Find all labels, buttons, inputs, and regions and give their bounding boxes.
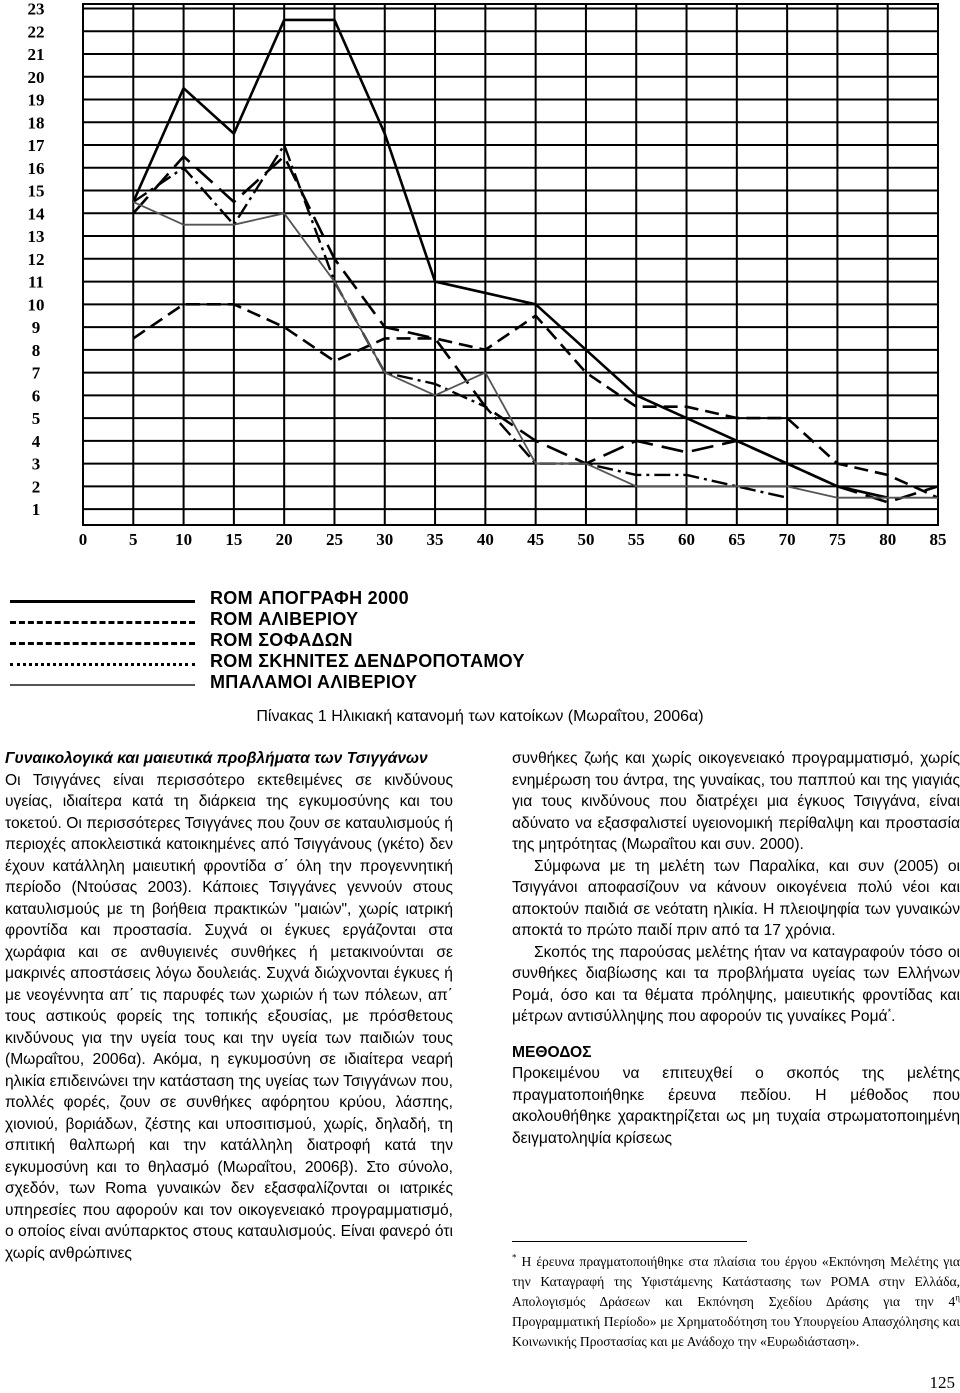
y-tick-label: 22 <box>27 22 45 42</box>
y-tick-label: 15 <box>27 181 45 201</box>
legend-label: ROM ΑΠΟΓΡΑΦΗ 2000 <box>210 588 409 608</box>
x-tick-label: 15 <box>225 530 243 549</box>
legend-label: ΜΠΑΛΑΜΟΙ ΑΛΙΒΕΡΙΟΥ <box>210 672 418 692</box>
y-tick-label: 16 <box>27 158 45 178</box>
footnote-mark: * <box>512 1252 517 1263</box>
x-tick-label: 65 <box>728 530 746 549</box>
y-tick-label: 11 <box>27 272 45 292</box>
y-tick-label: 3 <box>31 454 41 474</box>
y-tick-label: 18 <box>27 113 45 133</box>
section-heading: ΜΕΘΟΔΟΣ <box>512 1043 592 1061</box>
chart-legend <box>10 590 610 700</box>
y-tick-label: 21 <box>27 45 45 65</box>
footnote-superscript: η <box>955 1292 960 1303</box>
x-tick-label: 50 <box>577 530 595 549</box>
age-distribution-chart <box>0 0 960 560</box>
y-tick-label: 5 <box>31 409 41 429</box>
legend-line-dashdot <box>10 663 195 666</box>
body-paragraph: Προκειμένου να επιτευχθεί ο σκοπός της μελέτης πραγματοποιήθηκε έρευνα πεδίου. Η μέθοδος που ακολουθήθηκε χαρακτηρίζεται ως μη τυχαία στρωματοποιημένη δειγματοληψία κρίσεως <box>512 1065 960 1147</box>
y-tick-label: 9 <box>31 318 41 338</box>
body-paragraph <box>512 942 960 1028</box>
footnote <box>512 1252 960 1352</box>
paragraph-end: . <box>891 1008 896 1025</box>
legend-line-solid <box>10 600 195 603</box>
x-tick-label: 45 <box>527 530 545 549</box>
y-tick-label: 8 <box>31 340 41 360</box>
body-paragraph: Οι Τσιγγάνες είναι περισσότερο εκτεθειμένες σε κινδύνους υγείας, ιδιαίτερα κατά τη διάρκεια της εγκυμοσύνης και του τοκετού. Οι περισσότερες Τσιγγάνες που ζουν σε καταυλισμούς ή περιοχές αποκλειστικά κατοικημένες από Τσιγγάνους (γκέτο) δεν έχουν κατάλληλη μαιευτική φροντίδα σ΄ όλη την προγεννητική περίοδο (Ντούσας 2003). Κάποιες Τσιγγάνες γεννούν στους καταυλισμούς με τη βοήθεια πρακτικών "μαιών", χωρίς ιατρική φροντίδα και προστασία. Συχνά οι έγκυες εργάζονται στα χωράφια και σε ανθυγιεινές συνθήκες ή μετακινούνται σε μακρινές αποστάσεις λόγω δουλειάς. Συχνά διώχνονται έγκυες ή με νεογέννητα απ΄ τις παρυφές των χωριών ή των πόλεων, απ΄ τους αστικούς φορείς της τοπικής εξουσίας, με πρόσθετους κινδύνους για την υγεία τους και την υγεία των παιδιών τους (Μωραΐτου, 2006α). Ακόμα, η εγκυμοσύνη σε ιδιαίτερα νεαρή ηλικία επιδεινώνει την κατάσταση της υγείας των Τσιγγάνων που, πολλές φορές, ζουν σε συνθήκες αφόρητου κρύου, λάσπης, χιονιού, βοριάδων, ζέστης και υποσιτισμού, χωρίς, δηλαδή, τη σπιτική θαλπωρή και την κατάλληλη διατροφή κατά την εγκυμοσύνη και το θηλασμό (Μωραΐτου, 2006β). Στο σύνολο, σχεδόν, των Roma γυναικών δεν εξασφαλίζονται οι ιατρικές υπηρεσίες που αφορούν και τον οικογενειακό προγραμματισμό, ο οποίος είναι ανύπαρκτος στους καταυλισμούς. Είναι φανερό ότι χωρίς ανθρώπινες <box>5 771 453 1262</box>
left-column <box>5 748 453 1264</box>
y-tick-label: 7 <box>31 363 41 383</box>
y-tick-label: 13 <box>27 227 45 247</box>
x-tick-label: 80 <box>879 530 897 549</box>
figure-caption: Πίνακας 1 Ηλικιακή κατανομή των κατοίκων (Μωραΐτου, 2006α) <box>256 708 704 725</box>
paragraph-text: Σκοπός της παρούσας μελέτης ήταν να καταγραφούν τόσο οι συνθήκες διαβίωσης και τα προβλήματα υγείας των Ελλήνων Ρομά, όσο και τα θέματα πρόληψης, μαιευτικής φροντίδας και μέτρων αντισύλληψης που αφορούν τις γυναίκες Ρομά <box>512 943 960 1025</box>
legend-item <box>10 632 610 652</box>
right-column <box>512 748 960 1149</box>
y-tick-label: 20 <box>27 67 45 87</box>
x-tick-label: 40 <box>476 530 494 549</box>
legend-item <box>10 674 610 694</box>
legend-line-longdash <box>10 642 195 645</box>
footnote-reference: * <box>887 1006 892 1017</box>
y-tick-label: 4 <box>31 431 41 451</box>
y-tick-label: 10 <box>27 295 45 315</box>
x-tick-label: 0 <box>78 530 88 549</box>
legend-label: ROM ΣΟΦΑΔΩΝ <box>210 630 353 650</box>
x-tick-label: 75 <box>828 530 846 549</box>
footnote-text: Προγραμματική Περίοδο» με Χρηματοδότηση του Υπουργείου Απασχόλησης και Κοινωνικής Προστασίας και με Ανάδοχο την «Ευρωδιάσταση». <box>512 1314 960 1349</box>
x-tick-label: 35 <box>426 530 444 549</box>
x-tick-label: 10 <box>175 530 193 549</box>
legend-label: ROM ΑΛΙΒΕΡΙΟΥ <box>210 609 359 629</box>
x-tick-label: 85 <box>929 530 947 549</box>
x-tick-label: 20 <box>275 530 293 549</box>
y-tick-label: 14 <box>27 204 45 224</box>
plot-frame <box>83 4 938 525</box>
x-tick-label: 55 <box>627 530 645 549</box>
legend-line-thin <box>10 684 195 686</box>
body-paragraph: Σύμφωνα με τη μελέτη των Παραλίκα, και συν (2005) οι Τσιγγάνοι αποφασίζουν να κάνουν οικογένεια πολύ νέοι και αποκτούν παιδιά σε νεότατη ηλικία. Η πλειοψηφία των γυναικών αποκτά το πρώτο παιδί πριν από τα 17 χρόνια. <box>512 857 960 939</box>
legend-item <box>10 590 610 610</box>
x-tick-label: 60 <box>678 530 696 549</box>
x-tick-label: 25 <box>325 530 343 549</box>
legend-line-dashed <box>10 621 195 624</box>
legend-item <box>10 653 610 673</box>
body-paragraph: συνθήκες ζωής και χωρίς οικογενειακό προγραμματισμό, χωρίς ενημέρωση του άντρα, της γυναίκας, του παππού και της γιαγιάς για τους κινδύνους που διατρέχει μια έγκυος Τσιγγάνα, είναι αδύνατο να εξασφαλιστεί υγειονομική περίθαλψη και προστασία της μητρότητας (Μωραΐτου και συν. 2000). <box>512 750 960 853</box>
section-heading: Γυναικολογικά και μαιευτικά προβλήματα των Τσιγγάνων <box>5 750 428 767</box>
x-tick-label: 5 <box>129 530 138 549</box>
y-tick-label: 19 <box>27 90 45 110</box>
footnote-divider <box>512 1241 747 1242</box>
y-tick-label: 23 <box>27 0 45 19</box>
legend-item <box>10 611 610 631</box>
y-tick-label: 2 <box>31 477 41 497</box>
y-tick-label: 1 <box>31 500 41 520</box>
footnote-text: Η έρευνα πραγματοποιήθηκε στα πλαίσια του έργου «Εκπόνηση Μελέτης για την Καταγραφή της Υφιστάμενης Κατάστασης των ΡΟΜΑ στην Ελλάδα, Απολογισμός Δράσεων και Εκπόνηση Σχεδίου Δράσης για την 4 <box>512 1254 960 1309</box>
page-number: 125 <box>929 1373 955 1392</box>
y-tick-label: 12 <box>27 249 45 269</box>
x-tick-label: 70 <box>778 530 796 549</box>
y-tick-label: 6 <box>31 386 41 406</box>
x-tick-label: 30 <box>376 530 394 549</box>
legend-label: ROM ΣΚΗΝΙΤΕΣ ΔΕΝΔΡΟΠΟΤΑΜΟΥ <box>210 651 525 671</box>
y-tick-label: 17 <box>27 136 45 156</box>
